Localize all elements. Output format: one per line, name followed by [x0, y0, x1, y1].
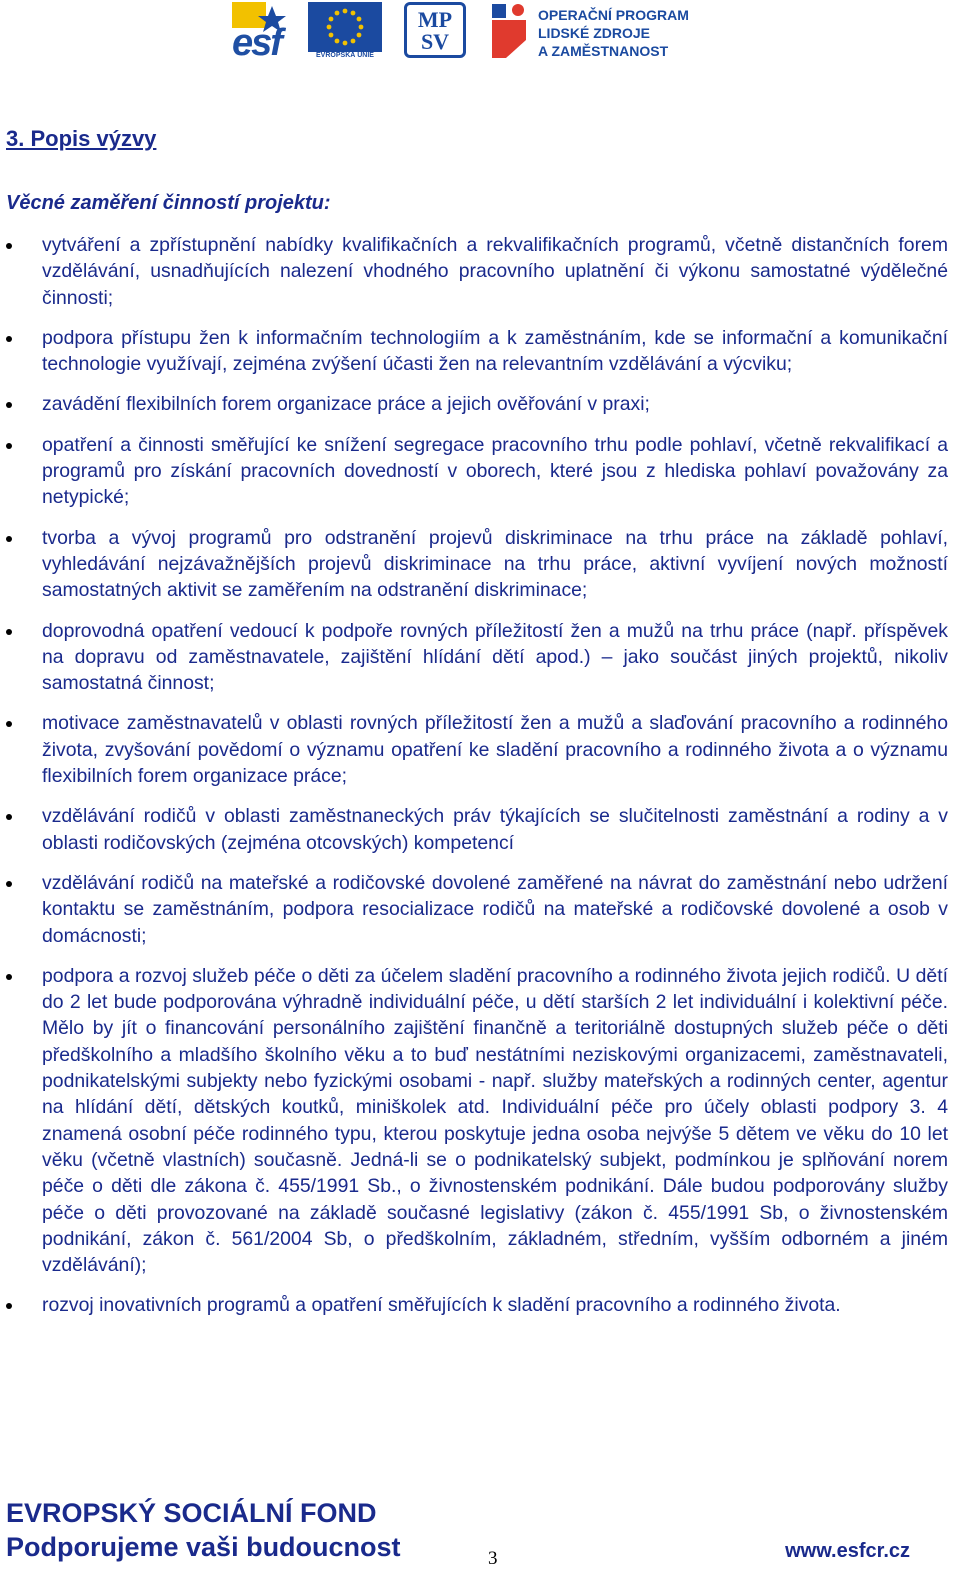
list-item-text: rozvoj inovativních programů a opatření směřujících k sladění pracovního a rodinného života. — [42, 1294, 841, 1317]
mpsv-logo — [404, 2, 466, 58]
list-item-text: podpora a rozvoj služeb péče o děti za účelem sladění pracovního a rodinného života jejich rodičů. U dětí do 2 let bude podporována výhradně individuální péče, u dětí starších 2 let individuální i kolektivní péče. Mělo by jít o financování personálního zajištění finančně a teritoriálně dostupných služeb péče o děti předškolního a mladšího školního věku a to buď nestátními neziskovými organizacemi, zaměstnavateli, podnikatelskými subjekty nebo fyzickými osobami - např. služby mateřských a rodinných center, agentur na hlídání dětí, dětských koutků, miniškolek atd. Individuální péče pro účely oblasti podpory 3. 4 znamená osobní péče rodinného typu, kterou poskytuje jedna osoba nejvýše 5 dětem ve věku do 10 let věku (včetně vlastních) současně. Jedná-li se o podnikatelský subjekt, podmínkou je splňování norem péče o děti dle zákona č. 455/1991 Sb., o živnostenském podnikání. Dále budou podporovány služby péče o děti provozované na základě současné legislativy (zákon č. 455/1991 Sb, o živnostenském podnikání, zákon č. 561/2004 Sb, o předškolním, základném, středním, vyšším odborném a jiném vzdělávání); — [42, 964, 948, 1277]
list-item-text: doprovodná opatření vedoucí k podpoře rovných příležitostí žen a mužů na trhu práce (např. příspěvek na dopravu od zaměstnavatele, zajištění hlídání dětí apod.) – jako součást jiných projektů, nikoliv samostatná činnost; — [42, 619, 948, 695]
list-item — [0, 803, 948, 856]
footer-slogan: Podporujeme vaši budoucnost — [6, 1532, 401, 1562]
bullet-icon — [6, 721, 12, 727]
bullet-icon — [6, 1303, 12, 1309]
bullet-icon — [6, 243, 12, 249]
eu-flag-icon — [308, 2, 382, 52]
list-item — [0, 525, 948, 604]
bullet-icon — [6, 336, 12, 342]
bullet-icon — [6, 443, 12, 449]
bullet-icon — [6, 881, 12, 887]
header-logos — [232, 0, 712, 66]
list-item-text: vzdělávání rodičů v oblasti zaměstnaneckých práv týkajících se slučitelnosti zaměstnání a rodiny a v oblasti rodičovských (zejména otcovských) kompetencí — [42, 805, 948, 854]
mpsv-logo-top: MP — [417, 7, 453, 32]
esf-logo — [232, 2, 302, 64]
list-item — [0, 232, 948, 311]
list-item — [0, 710, 948, 789]
list-item — [0, 432, 948, 511]
list-item-text: podpora přístupu žen k informačním technologiím a k zaměstnáním, kde se informační a komunikační technologie využívají, zejména zvýšení účasti žen na relevantním vzdělávání a výcviku; — [42, 326, 948, 376]
list-item-text: opatření a činnosti směřující ke snížení segregace pracovního trhu podle pohlaví, včetně rekvalifikací a programů pro získání pracovních dovedností v oborech, které jsou z hlediska pohlaví považovány za netypické; — [42, 433, 948, 509]
list-item-text: zavádění flexibilních forem organizace práce a jejich ověřování v praxi; — [42, 393, 650, 416]
oplz-line-3: A ZAMĚSTNANOST — [538, 43, 669, 59]
list-item — [0, 618, 948, 697]
list-item-text: vzdělávání rodičů na mateřské a rodičovské dovolené zaměřené na návrat do zaměstnání nebo udržení kontaktu se zaměstnáním, podpora resocializace rodičů na mateřské a rodičovské dovolené a osob v domácnosti; — [42, 871, 948, 947]
list-item-text: motivace zaměstnavatelů v oblasti rovných příležitostí žen a mužů a slaďování pracovního a rodinného života, zvyšování povědomí o významu opatření ke sladění pracovního a rodinného života a o významu flexibilních forem organizace práce; — [42, 712, 948, 788]
bullet-icon — [6, 536, 12, 542]
list-item — [0, 391, 948, 417]
esf-wordmark: esf — [232, 22, 281, 64]
oplz-line-1: OPERAČNÍ PROGRAM — [538, 7, 689, 23]
eu-caption: EVROPSKÁ UNIE — [316, 52, 374, 59]
section-heading: 3. Popis výzvy — [6, 126, 157, 151]
oplz-logo-text — [538, 6, 718, 60]
list-item — [0, 963, 948, 1279]
list-item — [0, 870, 948, 949]
list-item-text: tvorba a vývoj programů pro odstranění projevů diskriminace na trhu práce na základě pohlaví, vyhledávání nejzávažnějších projevů diskriminace na trhu práce, aktivní vyvíjení nových možností samostatných aktivit se zaměřením na odstranění diskriminace; — [42, 526, 948, 602]
list-item — [0, 325, 948, 378]
page-number: 3 — [488, 1548, 498, 1569]
list-item — [0, 1292, 948, 1318]
footer-website-link[interactable]: www.esfcr.cz — [785, 1540, 910, 1562]
footer-fund-name: EVROPSKÝ SOCIÁLNÍ FOND — [6, 1498, 377, 1528]
activity-list — [0, 232, 960, 1333]
bullet-icon — [6, 974, 12, 980]
subheading: Věcné zaměření činností projektu: — [6, 192, 331, 214]
bullet-icon — [6, 629, 12, 635]
oplz-line-2: LIDSKÉ ZDROJE — [538, 25, 651, 41]
mpsv-logo-bottom: SV — [420, 29, 450, 54]
list-item-text: vytváření a zpřístupnění nabídky kvalifikačních a rekvalifikačních programů, včetně distančních forem vzdělávání, usnadňujících nalezení vhodného pracovního uplatnění či výkonu samostatné výdělečné činnosti; — [42, 234, 948, 309]
bullet-icon — [6, 814, 12, 820]
bullet-icon — [6, 402, 12, 408]
oplz-figure-icon — [490, 2, 530, 60]
